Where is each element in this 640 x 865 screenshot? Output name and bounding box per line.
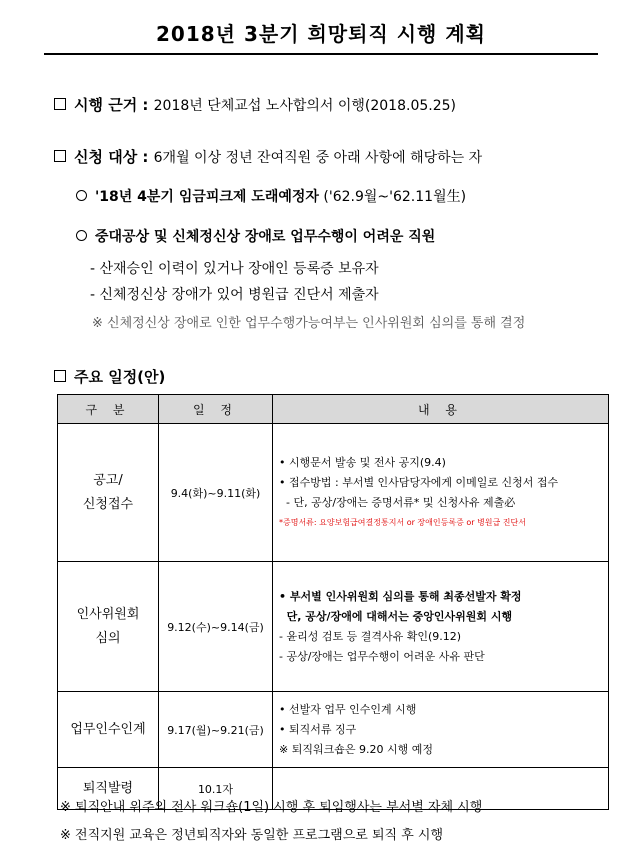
row-category: 인사위원회 심의 <box>58 562 159 692</box>
title-block <box>44 18 598 55</box>
header-date: 일 정 <box>159 395 273 424</box>
row-category: 업무인수인계 <box>58 692 159 768</box>
header-content: 내 용 <box>273 395 609 424</box>
section-schedule <box>54 366 165 387</box>
eligibility-text: 6개월 이상 정년 잔여직원 중 아래 사항에 해당하는 자 <box>153 150 483 166</box>
footer-note: ※ 전직지원 교육은 정년퇴직자와 동일한 프로그램으로 퇴직 후 시행 <box>60 828 444 843</box>
eligibility-colon: : <box>137 148 154 166</box>
row-date: 9.4(화)~9.11(화) <box>159 424 273 562</box>
eligibility-item-bold: 중대공상 및 신체정신상 장애로 업무수행이 어려운 직원 <box>95 229 436 245</box>
row-date: 10.1자 <box>159 768 273 810</box>
schedule-head: 주요 일정(안) <box>74 368 166 386</box>
eligibility-detail: - 산재승인 이력이 있거나 장애인 등록증 보유자 <box>90 261 379 277</box>
section-basis <box>54 94 456 115</box>
table-row <box>58 562 609 692</box>
table-row <box>58 424 609 562</box>
header-category: 구 분 <box>58 395 159 424</box>
row-date: 9.17(월)~9.21(금) <box>159 692 273 768</box>
basis-colon: : <box>137 96 154 114</box>
basis-head: 시행 근거 <box>74 96 138 114</box>
eligibility-head: 신청 대상 <box>74 148 138 166</box>
eligibility-note: ※ 신체정신상 장애로 인한 업무수행가능여부는 인사위원회 심의를 통해 결정 <box>92 316 526 331</box>
eligibility-item <box>76 186 466 206</box>
row-category: 퇴직발령 <box>58 768 159 810</box>
row-content: • 선발자 업무 인수인계 시행 • 퇴직서류 징구 ※ 퇴직워크숍은 9.20 시행 예정 <box>273 692 609 768</box>
table-row <box>58 692 609 768</box>
square-bullet-icon <box>54 150 66 162</box>
row-content: • 시행문서 발송 및 전사 공지(9.4) • 접수방법 : 부서별 인사담당자에게 이메일로 신청서 접수 - 단, 공상/장애는 증명서류* 및 신청사유 제출必 *증명서류: 요양보험급여결정통지서 or 장애인등록증 or 병원급 진단서 <box>273 424 609 562</box>
eligibility-item <box>76 226 435 246</box>
row-date: 9.12(수)~9.14(금) <box>159 562 273 692</box>
square-bullet-icon <box>54 98 66 110</box>
row-category: 공고/ 신청접수 <box>58 424 159 562</box>
page-title: 2018년 3분기 희망퇴직 시행 계획 <box>156 22 486 46</box>
circle-bullet-icon <box>76 230 87 241</box>
row-content: • 부서별 인사위원회 심의를 통해 최종선발자 확정 단, 공상/장애에 대해서는 중앙인사위원회 시행 - 윤리성 검토 등 결격사유 확인(9.12) - 공상/장애는 업무수행이 어려운 사유 판단 <box>273 562 609 692</box>
eligibility-item-bold: '18년 4분기 임금피크제 도래예정자 <box>95 189 319 205</box>
proof-footnote: *증명서류: 요양보험급여결정통지서 or 장애인등록증 or 병원급 진단서 <box>279 517 526 527</box>
circle-bullet-icon <box>76 190 87 201</box>
schedule-table <box>57 394 609 810</box>
table-header-row <box>58 395 609 424</box>
square-bullet-icon <box>54 370 66 382</box>
eligibility-detail: - 신체정신상 장애가 있어 병원급 진단서 제출자 <box>90 287 379 303</box>
eligibility-item-rest: ('62.9월~'62.11월生) <box>318 189 467 205</box>
footer-note: ※ 퇴직안내 위주의 전사 워크숍(1일) 시행 후 퇴임행사는 부서별 자체 시행 <box>60 800 483 815</box>
section-eligibility <box>54 146 482 167</box>
basis-text: 2018년 단체교섭 노사합의서 이행(2018.05.25) <box>153 98 456 114</box>
